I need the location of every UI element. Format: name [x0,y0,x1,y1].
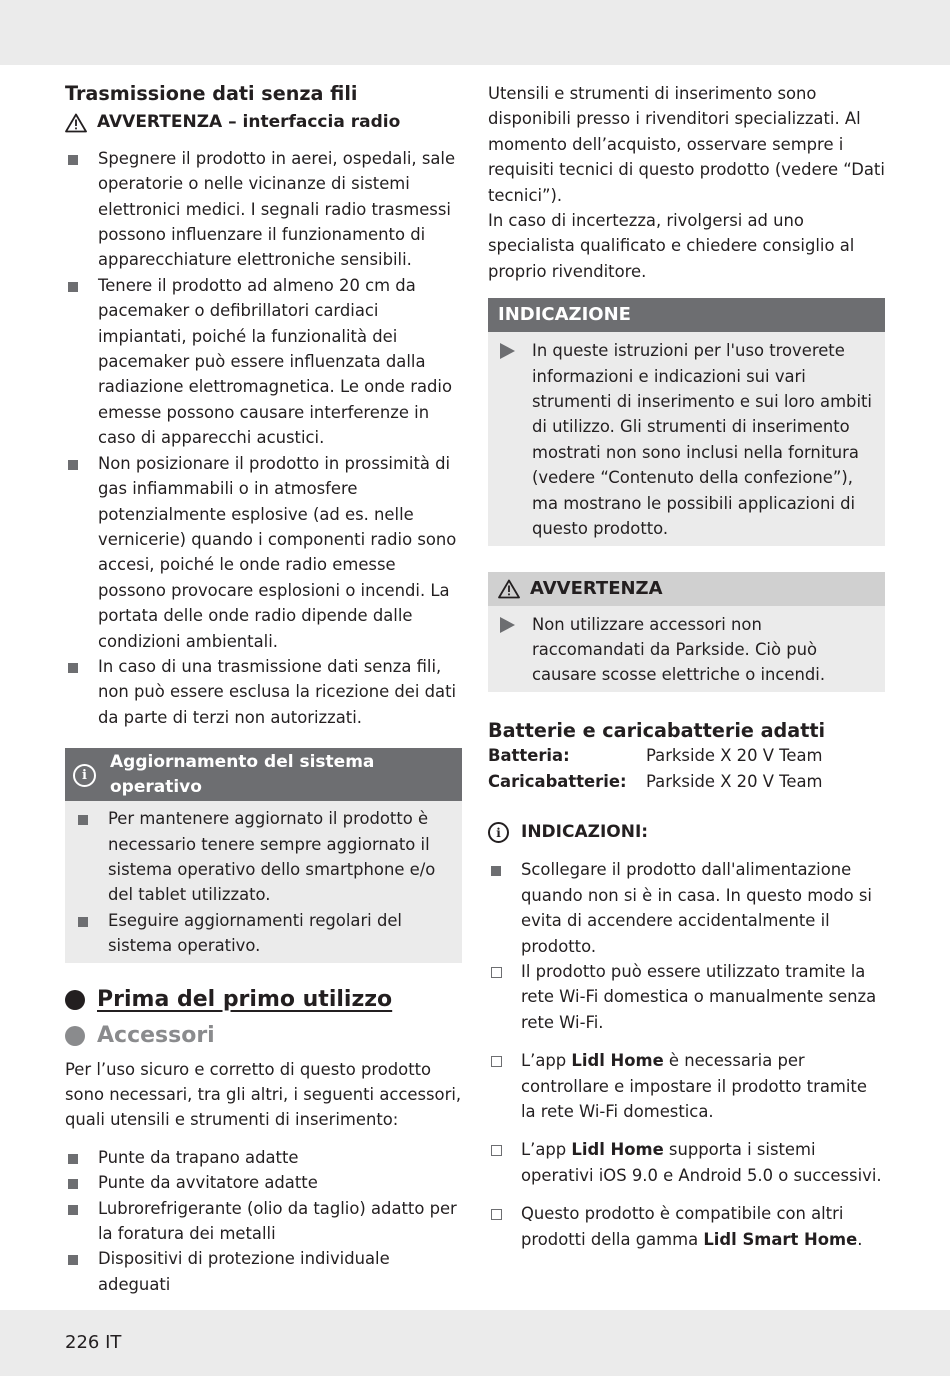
section-heading [65,985,462,1015]
text-part: Questo prodotto è compatibile con altri prodotti della gamma [521,1204,844,1249]
intro-paragraph-2: In caso di incertezza, rivolgersi ad uno specialista qualificato e chiedere consiglio al proprio rivenditore. [488,211,855,281]
list-item: Il prodotto può essere utilizzato tramite la rete Wi-Fi domestica o manualmente senza rete Wi-Fi. [488,959,885,1035]
list-item: In caso di una trasmissione dati senza fili, non può essere esclusa la ricezione dei dati da parte di terzi non autorizzati. [65,654,462,730]
list-item [488,1201,885,1252]
list-item: Eseguire aggiornamenti regolari del sistema operativo. [75,908,452,959]
indicazioni-list [488,857,885,959]
warning-box [488,572,885,692]
list-item [488,1137,885,1188]
list-item: Lubrorefrigerante (olio da taglio) adatto per la foratura dei metalli [65,1196,462,1247]
arrow-right-icon [500,617,515,633]
radio-warning-list [65,146,462,730]
indicazioni-title: INDICAZIONI: [521,821,649,842]
list-item: Spegnere il prodotto in aerei, ospedali, sale operatorie o nelle vicinanze di sistemi elettronici medici. I segnali radio trasmessi possono influenzare il funzionamento di apparecchiature elettroniche sensibili. [65,146,462,273]
bullet-dot-icon [65,1026,85,1046]
os-update-header [65,748,462,801]
note-title: INDICAZIONE [488,298,885,332]
battery-heading: Batterie e caricabatterie adatti [488,718,826,742]
warning-header [488,572,885,606]
os-update-title: Aggiornamento del sistema operativo [110,752,375,798]
app-name: Lidl Home [571,1140,664,1160]
text-part: supporta i sistemi operativi iOS 9.0 e Android 5.0 o successivi. [521,1140,882,1185]
os-update-list [65,801,462,958]
radio-warning-title: AVVERTENZA – interfaccia radio [97,112,401,133]
footer-band [0,1310,950,1376]
list-item [488,1048,885,1124]
spec-value: Parkside X 20 V Team [646,746,823,766]
right-column [488,81,885,1265]
info-icon: i [73,764,96,787]
list-item: Tenere il prodotto ad almeno 20 cm da pacemaker o defibrillatori cardiaci impiantati, poiché la funzionalità dei pacemaker può essere influenzata dalla radiazione elettromagnetica. Le onde radio emesse possono causare interferenze in caso di apparecchi acustici. [65,273,462,451]
text-part: è necessaria per controllare e impostare il prodotto tramite la rete Wi-Fi domestica. [521,1051,867,1121]
page-number: 226 IT [65,1332,122,1353]
subsection-title: Accessori [97,1022,215,1048]
spec-label: Caricabatterie: [488,771,627,791]
os-update-box [65,748,462,962]
spec-value: Parkside X 20 V Team [646,771,823,791]
list-item: Per mantenere aggiornato il prodotto è necessario tenere sempre aggiornato il sistema operativo dello smartphone e/o del tablet utilizzato. [75,806,452,908]
radio-warning-heading [65,110,462,135]
spec-label: Batteria: [488,746,570,766]
wireless-heading: Trasmissione dati senza fili [65,82,358,105]
spec-row [488,769,885,794]
warning-text: Non utilizzare accessori non raccomandati da Parkside. Ciò può causare scosse elettriche o incendi. [532,614,826,685]
info-icon: i [488,822,509,843]
warning-triangle-icon [65,113,87,133]
bullet-dot-icon [65,990,85,1010]
intro-paragraph: Utensili e strumenti di inserimento sono disponibili presso i rivenditori specializzati. Al momento dell’acquisto, osservare sempre i requisiti tecnici di questo prodotto (vedere “Dati tecnici”). [488,84,885,205]
spec-row [488,743,885,768]
accessories-intro: Per l’uso sicuro e corretto di questo prodotto sono necessari, tra gli altri, i seguenti accessori, quali utensili e strumenti di inserimento: [65,1059,462,1130]
app-name: Lidl Home [571,1051,664,1071]
header-band [0,0,950,65]
subsection-heading [65,1021,462,1051]
list-item: Punte da trapano adatte [65,1145,462,1170]
warning-triangle-icon [498,579,520,599]
warning-title: AVVERTENZA [530,577,663,599]
accessories-list [65,1145,462,1297]
arrow-right-icon [500,343,515,359]
list-item: Non posizionare il prodotto in prossimità di gas infiammabili o in atmosfere potenzialmente esplosive (ad es. nelle vernicerie) quando i componenti radio sono accesi, poiché le onde radio emesse possono provocare esplosioni o incendi. La portata delle onde radio dipende dalle condizioni ambientali. [65,451,462,654]
product-range: Lidl Smart Home [703,1229,858,1249]
left-column [65,81,462,1297]
list-item: Scollegare il prodotto dall'alimentazione quando non si è in casa. In questo modo si evita di accendere accidentalmente il prodotto. [488,857,885,959]
text-part: L’app [521,1051,572,1071]
indicazioni-heading [488,820,885,845]
list-item: Dispositivi di protezione individuale adeguati [65,1246,462,1297]
text-part: L’app [521,1140,572,1160]
warning-body [488,606,885,692]
note-body [488,332,885,545]
checkbox-list [488,959,885,1252]
text-part: . [857,1229,863,1249]
note-box [488,298,885,545]
list-item: Punte da avvitatore adatte [65,1170,462,1195]
note-text: In queste istruzioni per l'uso troverete informazioni e indicazioni sui vari strumenti di inserimento e sui loro ambiti di utilizzo. Gli strumenti di inserimento mostrati non sono inclusi nella fornitura (vedere “Contenuto della confezione”), ma mostrano le possibili applicazioni di questo prodotto. [532,341,872,539]
section-title: Prima del primo utilizzo [97,986,393,1012]
